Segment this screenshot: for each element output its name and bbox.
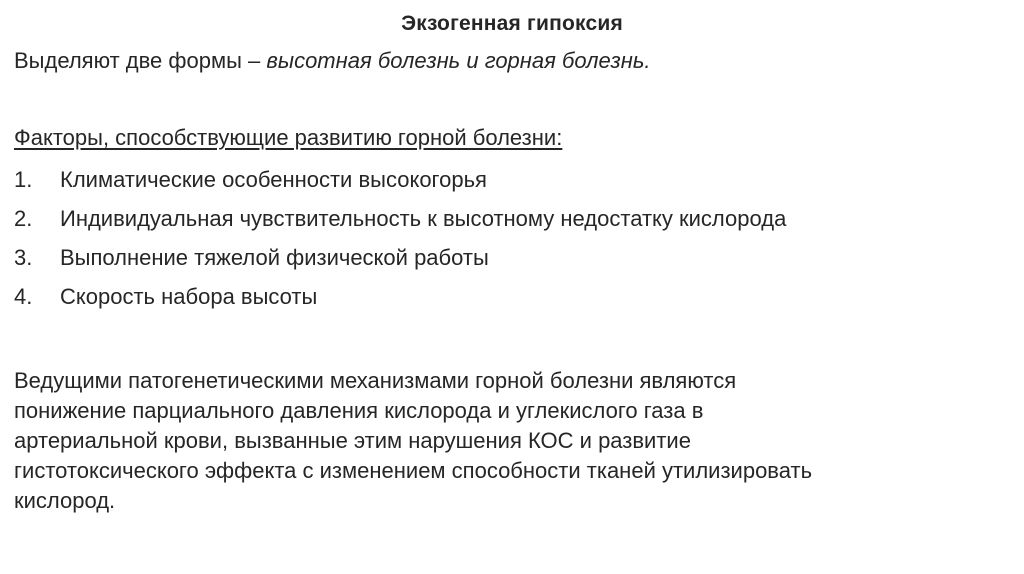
list-item-number: 2. xyxy=(14,206,33,231)
intro-line xyxy=(14,48,651,74)
list-item xyxy=(14,284,317,310)
list-item-text: Скорость набора высоты xyxy=(60,284,318,309)
list-item-text: Выполнение тяжелой физической работы xyxy=(60,245,489,270)
paragraph-line: кислород. xyxy=(14,488,116,513)
paragraph-line: гистотоксического эффекта с изменением способности тканей утилизировать xyxy=(14,458,813,483)
slide-title: Экзогенная гипоксия xyxy=(401,12,623,35)
list-item xyxy=(14,245,489,271)
list-item-text: Климатические особенности высокогорья xyxy=(60,167,487,192)
factors-heading: Факторы, способствующие развитию горной болезни: xyxy=(14,125,563,150)
list-item-number: 1. xyxy=(14,167,33,192)
paragraph-line: артериальной крови, вызванные этим нарушения КОС и развитие xyxy=(14,428,691,453)
intro-lead: Выделяют две формы – xyxy=(14,48,267,73)
list-item xyxy=(14,167,487,193)
list-item-text: Индивидуальная чувствительность к высотному недостатку кислорода xyxy=(60,206,787,231)
list-item-number: 4. xyxy=(14,284,33,309)
list-item xyxy=(14,206,786,232)
paragraph-line: Ведущими патогенетическими механизмами горной болезни являются xyxy=(14,368,737,393)
intro-emphasis: высотная болезнь и горная болезнь. xyxy=(266,48,651,73)
mechanisms-paragraph xyxy=(14,366,1004,516)
list-item-number: 3. xyxy=(14,245,33,270)
paragraph-line: понижение парциального давления кислорода и углекислого газа в xyxy=(14,398,704,423)
